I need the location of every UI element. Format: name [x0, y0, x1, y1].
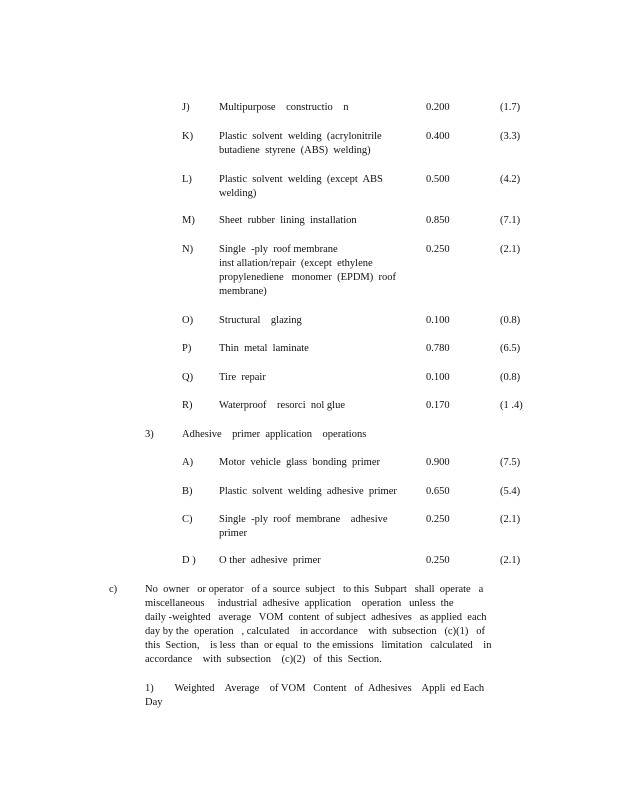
item-value: 0.170 — [426, 400, 450, 411]
item-description: Motor vehicle glass bonding primer — [219, 457, 380, 468]
item-percent: (1.7) — [500, 102, 521, 113]
item-value: 0.250 — [426, 244, 450, 255]
item-value: 0.650 — [426, 486, 450, 497]
item-description-line: inst allation/repair (except ethylene — [219, 258, 373, 269]
item-letter: J) — [182, 102, 190, 113]
item-value: 0.250 — [426, 555, 450, 566]
item-percent: (3.3) — [500, 131, 521, 142]
item-description-line: propylenediene monomer (EPDM) roof — [219, 272, 396, 283]
paragraph-line: No owner or operator of a source subject to this Subpart shall operate a — [145, 584, 484, 595]
item-description-line: primer — [219, 528, 247, 539]
item-letter: P) — [182, 343, 192, 354]
item-letter: L) — [182, 174, 192, 185]
item-letter: M) — [182, 215, 195, 226]
item-letter: B) — [182, 486, 193, 497]
item-description-line: Single -ply roof membrane — [219, 244, 338, 255]
item-description: Sheet rubber lining installation — [219, 215, 357, 226]
item-letter: Q) — [182, 372, 194, 383]
item-value: 0.100 — [426, 372, 450, 383]
section-number: 3) — [145, 429, 154, 440]
item-value: 0.500 — [426, 174, 450, 185]
item-description-line: Plastic solvent welding (acrylonitrile — [219, 131, 382, 142]
item-value: 0.900 — [426, 457, 450, 468]
item-letter: C) — [182, 514, 193, 525]
item-description-line: Single -ply roof membrane adhesive — [219, 514, 388, 525]
item-description: Thin metal laminate — [219, 343, 309, 354]
paragraph-line: accordance with subsection (c)(2) of this Section. — [145, 654, 382, 665]
paragraph-label: c) — [109, 584, 118, 595]
section-title: Adhesive primer application operations — [182, 429, 367, 440]
item-description: Tire repair — [219, 372, 266, 383]
item-description-line: membrane) — [219, 286, 267, 297]
item-description-line: butadiene styrene (ABS) welding) — [219, 145, 371, 156]
item-percent: (0.8) — [500, 315, 521, 326]
item-percent: (4.2) — [500, 174, 521, 185]
paragraph-line: daily -weighted average VOM content of subject adhesives as applied each — [145, 612, 487, 623]
paragraph-line: miscellaneous industrial adhesive application operation unless the — [145, 598, 454, 609]
item-value: 0.850 — [426, 215, 450, 226]
item-description: Multipurpose constructio n — [219, 102, 349, 113]
item-value: 0.100 — [426, 315, 450, 326]
item-value: 0.250 — [426, 514, 450, 525]
item-letter: O) — [182, 315, 194, 326]
item-percent: (0.8) — [500, 372, 521, 383]
item-percent: (7.1) — [500, 215, 521, 226]
item-description: Structural glazing — [219, 315, 302, 326]
item-description-line: welding) — [219, 188, 257, 199]
item-percent: (1 .4) — [500, 400, 523, 411]
item-percent: (6.5) — [500, 343, 521, 354]
item-letter: A) — [182, 457, 194, 468]
item-letter: R) — [182, 400, 193, 411]
subsection-title-line: Day — [145, 697, 163, 708]
item-letter: D ) — [182, 555, 196, 566]
item-letter: N) — [182, 244, 194, 255]
item-letter: K) — [182, 131, 194, 142]
paragraph-line: day by the operation , calculated in accordance with subsection (c)(1) of — [145, 626, 485, 637]
item-value: 0.400 — [426, 131, 450, 142]
item-description: O ther adhesive primer — [219, 555, 321, 566]
paragraph-line: this Section, is less than or equal to the emissions limitation calculated in — [145, 640, 492, 651]
item-value: 0.200 — [426, 102, 450, 113]
subsection-title-line: 1) Weighted Average of VOM Content of Adhesives Appli ed Each — [145, 683, 485, 694]
item-percent: (2.1) — [500, 555, 521, 566]
item-description: Waterproof resorci nol glue — [219, 400, 345, 411]
item-percent: (7.5) — [500, 457, 521, 468]
item-percent: (2.1) — [500, 514, 521, 525]
item-percent: (2.1) — [500, 244, 521, 255]
item-value: 0.780 — [426, 343, 450, 354]
item-percent: (5.4) — [500, 486, 521, 497]
item-description: Plastic solvent welding adhesive primer — [219, 486, 397, 497]
item-description-line: Plastic solvent welding (except ABS — [219, 174, 383, 185]
